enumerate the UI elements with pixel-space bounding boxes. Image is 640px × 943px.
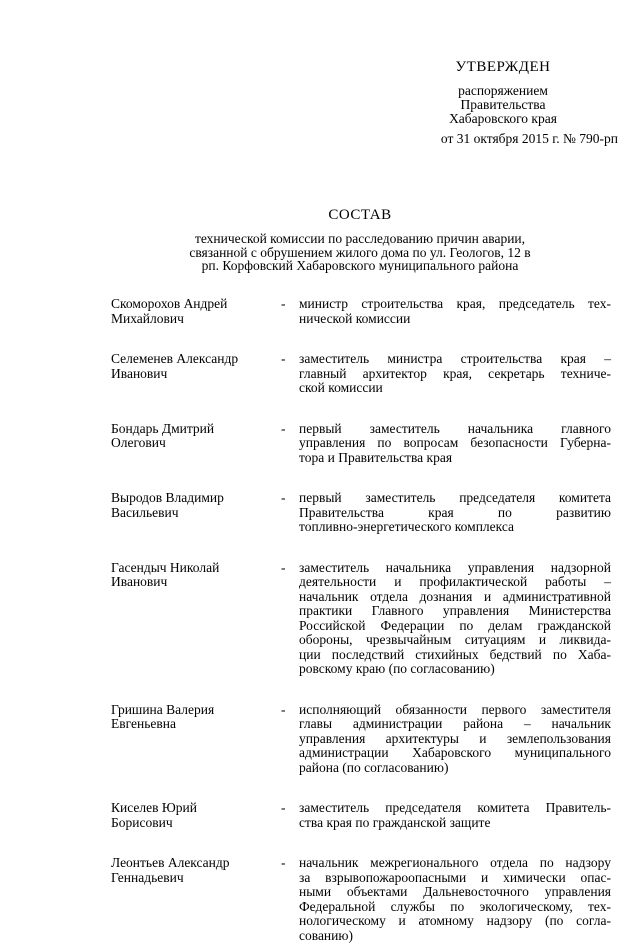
title-subline-3: рп. Корфовский Хабаровского муниципального района [100, 259, 620, 273]
member-role-line: заместитель министра строительства края – [299, 352, 611, 367]
title-subline-2: связанной с обрушением жилого дома по ул. Геологов, 12 в [100, 246, 620, 260]
member-name [111, 801, 281, 830]
member-name-line: Гришина Валерия [111, 703, 281, 718]
member-role [299, 703, 611, 776]
member-role-line: управления архитектуры и землепользования [299, 732, 611, 747]
document-title: СОСТАВ [100, 206, 620, 224]
member-name [111, 561, 281, 590]
member-name-line: Борисович [111, 816, 281, 831]
member-role [299, 297, 611, 326]
member-role-line: нической комиссии [299, 312, 611, 327]
member-role-line: исполняющий обязанности первого заместителя [299, 703, 611, 718]
approved-line-3: Хабаровского края [388, 112, 618, 126]
member-name-line: Селеменев Александр [111, 352, 281, 367]
member-role-line: главы администрации района – начальник [299, 717, 611, 732]
member-role-line: обороны, чрезвычайным ситуациям и ликвида- [299, 633, 611, 648]
member-role-line: нологическому и атомному надзору (по согла- [299, 914, 611, 929]
member-role-line: заместитель председателя комитета Правитель- [299, 801, 611, 816]
member-role-line: ными объектами Дальневосточного управления [299, 885, 611, 900]
member-role [299, 856, 611, 943]
member-role-line: тора и Правительства края [299, 451, 611, 466]
member-role-line: за взрывопожароопасными и химически опас- [299, 871, 611, 886]
member-name-line: Киселев Юрий [111, 801, 281, 816]
member-role [299, 801, 611, 830]
member-dash: - [281, 491, 299, 506]
member-role-line: первый заместитель председателя комитета [299, 491, 611, 506]
member-row [111, 491, 611, 535]
member-dash: - [281, 561, 299, 576]
member-name [111, 856, 281, 885]
member-name-line: Геннадьевич [111, 871, 281, 886]
member-role-line: ровскому краю (по согласованию) [299, 662, 611, 677]
member-role [299, 491, 611, 535]
member-role-line: ской комиссии [299, 381, 611, 396]
approved-date: от 31 октября 2015 г. № 790-рп [388, 132, 618, 146]
member-role-line: начальник межрегионального отдела по надзору [299, 856, 611, 871]
member-dash: - [281, 703, 299, 718]
member-row [111, 297, 611, 326]
member-dash: - [281, 352, 299, 367]
members-list [111, 297, 611, 943]
approved-line-1: распоряжением [388, 84, 618, 98]
member-dash: - [281, 856, 299, 871]
member-role [299, 561, 611, 677]
member-role-line: Федеральной службы по экологическому, тех- [299, 900, 611, 915]
member-row [111, 352, 611, 396]
member-name-line: Выродов Владимир [111, 491, 281, 506]
member-role-line: заместитель начальника управления надзорной [299, 561, 611, 576]
member-name-line: Михайлович [111, 312, 281, 327]
member-name-line: Гасендыч Николай [111, 561, 281, 576]
member-dash: - [281, 297, 299, 312]
member-role-line: практики Главного управления Министерства [299, 604, 611, 619]
member-name-line: Бондарь Дмитрий [111, 422, 281, 437]
member-name [111, 491, 281, 520]
member-name [111, 703, 281, 732]
member-role-line: Российской Федерации по делам гражданской [299, 619, 611, 634]
member-name-line: Евгеньевна [111, 717, 281, 732]
member-name [111, 422, 281, 451]
member-role-line: управления по вопросам безопасности Губерна- [299, 436, 611, 451]
member-role-line: сованию) [299, 929, 611, 943]
member-role-line: начальник отдела дознания и административной [299, 590, 611, 605]
member-role-line: Правительства края по развитию [299, 506, 611, 521]
member-role [299, 422, 611, 466]
member-dash: - [281, 801, 299, 816]
member-role-line: района (по согласованию) [299, 761, 611, 776]
member-row [111, 422, 611, 466]
member-name-line: Олегович [111, 436, 281, 451]
document-title-block [100, 206, 620, 273]
approved-line-2: Правительства [388, 98, 618, 112]
member-name [111, 297, 281, 326]
member-role-line: ции последствий стихийных бедствий по Хаба- [299, 648, 611, 663]
approved-heading: УТВЕРЖДЕН [388, 58, 618, 76]
member-role [299, 352, 611, 396]
title-subline-1: технической комиссии по расследованию причин аварии, [100, 232, 620, 246]
member-dash: - [281, 422, 299, 437]
member-name-line: Леонтьев Александр [111, 856, 281, 871]
member-role-line: топливно-энергетического комплекса [299, 520, 611, 535]
member-name [111, 352, 281, 381]
member-role-line: первый заместитель начальника главного [299, 422, 611, 437]
member-role-line: администрации Хабаровского муниципального [299, 746, 611, 761]
member-name-line: Васильевич [111, 506, 281, 521]
member-name-line: Скоморохов Андрей [111, 297, 281, 312]
member-row [111, 703, 611, 776]
member-row [111, 801, 611, 830]
member-role-line: деятельности и профилактической работы – [299, 575, 611, 590]
member-role-line: ства края по гражданской защите [299, 816, 611, 831]
member-role-line: главный архитектор края, секретарь техниче- [299, 367, 611, 382]
member-name-line: Иванович [111, 367, 281, 382]
approval-stamp [388, 58, 618, 146]
member-row [111, 561, 611, 677]
member-role-line: министр строительства края, председатель тех- [299, 297, 611, 312]
member-name-line: Иванович [111, 575, 281, 590]
member-row [111, 856, 611, 943]
